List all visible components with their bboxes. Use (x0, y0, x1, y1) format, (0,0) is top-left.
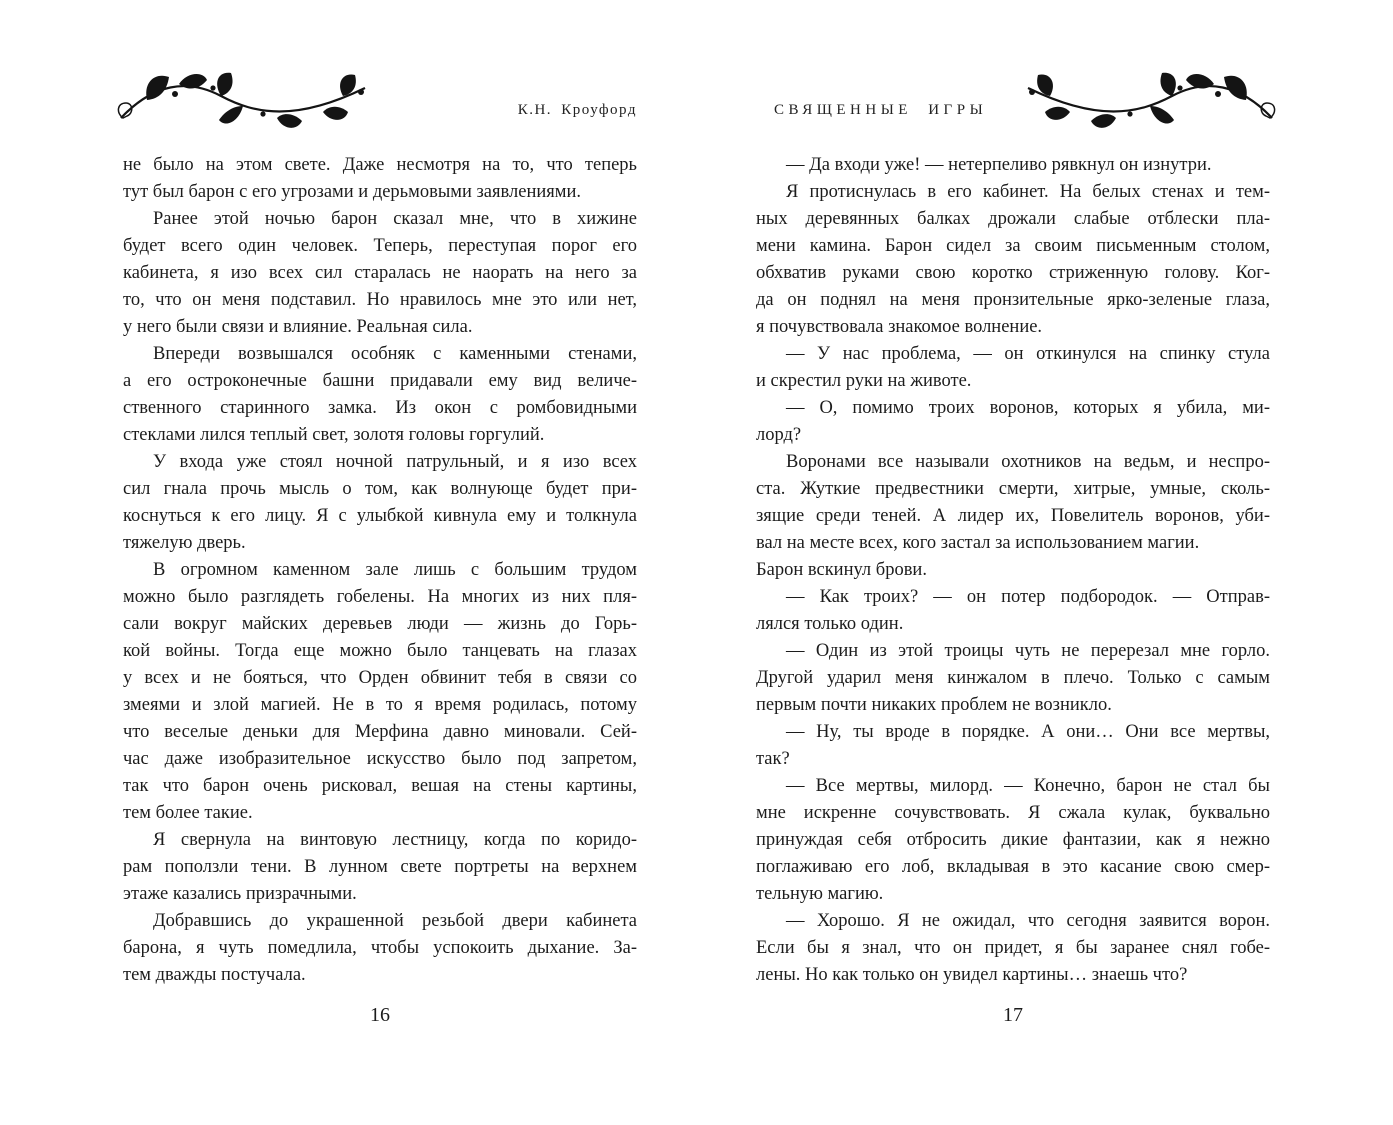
text-line: рам поползли тени. В лунном свете портреты на верхнем (123, 857, 637, 877)
floral-vine-icon (1024, 70, 1276, 134)
text-line: Впереди возвышался особняк с каменными стенами, (153, 344, 637, 364)
text-line: у всех и не бояться, что Орден обвинит тебя в связи со (123, 668, 637, 688)
text-line: Я протиснулась в его кабинет. На белых стенах и тем- (786, 182, 1270, 202)
text-line: да он поднял на меня пронзительные ярко-зеленые глаза, (756, 290, 1270, 310)
text-line: тяжелую дверь. (123, 533, 246, 553)
running-head-title: СВЯЩЕННЫЕ ИГРЫ (774, 102, 988, 118)
text-line: ста. Жуткие предвестники смерти, хитрые, умные, сколь- (756, 479, 1270, 499)
text-line: час даже изобразительное искусство было под запретом, (123, 749, 637, 769)
text-line: — Хорошо. Я не ожидал, что сегодня заявится ворон. (786, 911, 1270, 931)
text-line: что веселые деньки для Мерфина давно миновали. Сей- (123, 722, 637, 742)
text-line: зящие среди теней. А лидер их, Повелитель воронов, уби- (756, 506, 1270, 526)
text-line: принуждая себя отбросить дикие фантазии, как я нежно (756, 830, 1270, 850)
text-line: змеями и злой магией. Не в то я время родилась, потому (123, 695, 637, 715)
floral-ornament-right (1024, 70, 1276, 134)
text-line: сали вокруг майских деревьев люди — жизнь до Горь- (123, 614, 637, 634)
floral-ornament-left (117, 70, 369, 134)
text-line: поглаживаю его лоб, вкладывая в это касание свою смер- (756, 857, 1270, 877)
text-line: ственного старинного замка. Из окон с ромбовидными (123, 398, 637, 418)
text-line: Ранее этой ночью барон сказал мне, что в хижине (153, 209, 637, 229)
text-line: вал на месте всех, кого застал за использованием магии. (756, 533, 1200, 553)
text-line: тем дважды постучала. (123, 965, 306, 985)
text-line: обхватив руками свою коротко стриженную голову. Ког- (756, 263, 1270, 283)
text-line: будет всего один человек. Теперь, переступая порог его (123, 236, 637, 256)
text-line: Воронами все называли охотников на ведьм, и неспро- (786, 452, 1270, 472)
text-line: В огромном каменном зале лишь с большим трудом (153, 560, 637, 580)
text-line: так что барон очень рисковал, вешая на стены картины, (123, 776, 637, 796)
text-line: лорд? (756, 425, 802, 445)
text-line: тут был барон с его угрозами и дерьмовыми заявлениями. (123, 182, 581, 202)
text-line: и скрестил руки на животе. (756, 371, 972, 391)
text-line: мени камина. Барон сидел за своим письменным столом, (756, 236, 1270, 256)
floral-vine-icon (117, 70, 369, 134)
text-line: а его остроконечные башни придавали ему вид величе- (123, 371, 637, 391)
page-number-right: 17 (1003, 1004, 1023, 1026)
text-line: мне искренне сочувствовать. Я сжала кулак, буквально (756, 803, 1270, 823)
text-line: кой войны. Тогда еще можно было танцевать на глазах (123, 641, 637, 661)
text-line: — У нас проблема, — он откинулся на спинку стула (786, 344, 1270, 364)
text-line: У входа уже стоял ночной патрульный, и я изо всех (153, 452, 637, 472)
text-line: Добравшись до украшенной резьбой двери кабинета (153, 911, 637, 931)
text-line: — Один из этой троицы чуть не перерезал мне горло. (786, 641, 1270, 661)
text-line: Я свернула на винтовую лестницу, когда по коридо- (153, 830, 637, 850)
text-line: стеклами лился теплый свет, золотя головы горгулий. (123, 425, 545, 445)
text-line: лялся только один. (756, 614, 904, 634)
text-line: первым почти никаких проблем не возникло. (756, 695, 1112, 715)
left-page (123, 0, 637, 1125)
text-line: сил гнала прочь мысль о том, как волнующе будет при- (123, 479, 637, 499)
text-line: коснуться к его лицу. Я с улыбкой кивнула ему и толкнула (123, 506, 637, 526)
right-page (756, 0, 1270, 1125)
text-line: — Как троих? — он потер подбородок. — Отправ- (786, 587, 1270, 607)
text-line: Другой ударил меня кинжалом в плечо. Только с самым (756, 668, 1270, 688)
page-number-left: 16 (370, 1004, 390, 1026)
running-head-author: К.Н. Кроуфорд (517, 102, 637, 118)
text-line: тельную магию. (756, 884, 884, 904)
text-line: тем более такие. (123, 803, 253, 823)
text-line: ных деревянных балках дрожали слабые отблески пла- (756, 209, 1270, 229)
text-line: лены. Но как только он увидел картины… знаешь что? (756, 965, 1188, 985)
text-line: этаже казались призрачными. (123, 884, 357, 904)
text-line: у него были связи и влияние. Реальная сила. (123, 317, 473, 337)
text-line: так? (756, 749, 790, 769)
text-line: — О, помимо троих воронов, которых я убила, ми- (786, 398, 1270, 418)
text-line: Если бы я знал, что он придет, я бы заранее снял гобе- (756, 938, 1270, 958)
text-line: — Ну, ты вроде в порядке. А они… Они все мертвы, (786, 722, 1270, 742)
text-line: — Все мертвы, милорд. — Конечно, барон не стал бы (786, 776, 1270, 796)
text-line: то, что он меня подставил. Но нравилось мне это или нет, (123, 290, 637, 310)
page-text-left (123, 152, 637, 989)
text-line: Барон вскинул брови. (756, 560, 927, 580)
page-text-right (756, 152, 1270, 989)
text-line: — Да входи уже! — нетерпеливо рявкнул он изнутри. (786, 155, 1212, 175)
text-line: барона, я чуть помедлила, чтобы успокоить дыхание. За- (123, 938, 637, 958)
text-line: можно было разглядеть гобелены. На многих из них пля- (123, 587, 637, 607)
text-line: кабинета, я изо всех сил старалась не наорать на него за (123, 263, 637, 283)
text-line: не было на этом свете. Даже несмотря на то, что теперь (123, 155, 637, 175)
text-line: я почувствовала знакомое волнение. (756, 317, 1043, 337)
